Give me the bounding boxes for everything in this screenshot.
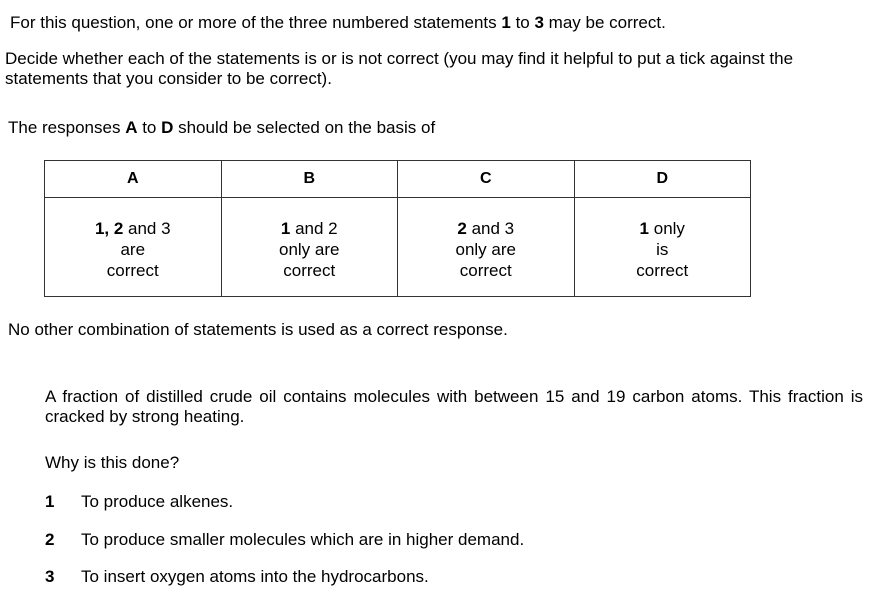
response-meaning-c-text: and 3 xyxy=(466,219,515,238)
response-meaning-b-text: and 2 xyxy=(290,219,338,238)
response-meaning-d-bold: 1 xyxy=(639,219,650,238)
statement-3 xyxy=(45,567,429,587)
intro-line-3-suffix: should be selected on the basis of xyxy=(173,118,436,137)
response-meaning-c-line-2: only are xyxy=(455,240,516,259)
response-meaning-d-line-1 xyxy=(575,218,751,239)
intro-line-1 xyxy=(10,13,666,33)
response-meaning-c-line-3: correct xyxy=(459,261,512,280)
statement-2-number: 2 xyxy=(45,530,55,549)
response-meaning-c-line-1 xyxy=(398,218,574,239)
response-meaning-d xyxy=(574,198,751,297)
intro-line-2: Decide whether each of the statements is or is not correct (you may find it helpful to put a tick against the statements that you consider to be correct). xyxy=(5,49,794,88)
response-meaning-d-line-2: is xyxy=(656,240,669,259)
response-meaning-d-line-3: correct xyxy=(636,261,689,280)
response-meaning-a xyxy=(45,198,222,297)
response-meaning-b-bold: 1 xyxy=(280,219,291,238)
intro-line-1-bold-1: 1 xyxy=(501,13,511,32)
intro-line-1-bold-3: 3 xyxy=(534,13,544,32)
intro-line-1-prefix: For this question, one or more of the three numbered statements xyxy=(10,13,502,32)
statement-3-number: 3 xyxy=(45,567,55,586)
intro-line-3-bold-a: A xyxy=(125,118,138,137)
response-meaning-a-bold: 1, 2 xyxy=(94,219,124,238)
no-other-combination-note: No other combination of statements is used as a correct response. xyxy=(8,320,508,339)
response-meaning-c xyxy=(398,198,575,297)
question-prompt: Why is this done? xyxy=(45,453,180,472)
statement-2 xyxy=(45,530,524,550)
response-letter-b: B xyxy=(221,161,398,198)
response-meaning-b-line-3: correct xyxy=(283,261,336,280)
response-meaning-a-line-2: are xyxy=(120,240,146,259)
response-key-body-row xyxy=(45,198,751,297)
question-stem: A fraction of distilled crude oil contains molecules with between 15 and 19 carbon atoms. This fraction is cracked by strong heating. xyxy=(45,387,863,426)
response-meaning-b xyxy=(221,198,398,297)
intro-line-3 xyxy=(8,118,435,138)
statement-3-text: To insert oxygen atoms into the hydrocarbons. xyxy=(81,567,429,586)
intro-line-3-mid: to xyxy=(137,118,162,137)
intro-line-1-mid: to xyxy=(510,13,535,32)
intro-line-3-bold-d: D xyxy=(161,118,174,137)
response-meaning-b-line-2: only are xyxy=(279,240,340,259)
response-meaning-b-line-1 xyxy=(222,218,398,239)
response-meaning-a-line-1 xyxy=(45,218,221,239)
response-letter-d: D xyxy=(574,161,751,198)
response-key-header-row xyxy=(45,161,751,198)
intro-line-3-prefix: The responses xyxy=(8,118,126,137)
response-letter-a: A xyxy=(45,161,222,198)
response-key-table xyxy=(44,160,751,297)
statement-1-text: To produce alkenes. xyxy=(81,492,234,511)
statement-1-number: 1 xyxy=(45,492,55,511)
statement-1 xyxy=(45,492,233,512)
intro-line-1-suffix: may be correct. xyxy=(543,13,666,32)
response-meaning-c-bold: 2 xyxy=(457,219,467,238)
response-meaning-a-line-3: correct xyxy=(106,261,159,280)
response-meaning-a-text: and 3 xyxy=(123,219,171,238)
response-meaning-d-text: only xyxy=(649,219,685,238)
response-letter-c: C xyxy=(398,161,575,198)
statement-2-text: To produce smaller molecules which are in higher demand. xyxy=(81,530,525,549)
